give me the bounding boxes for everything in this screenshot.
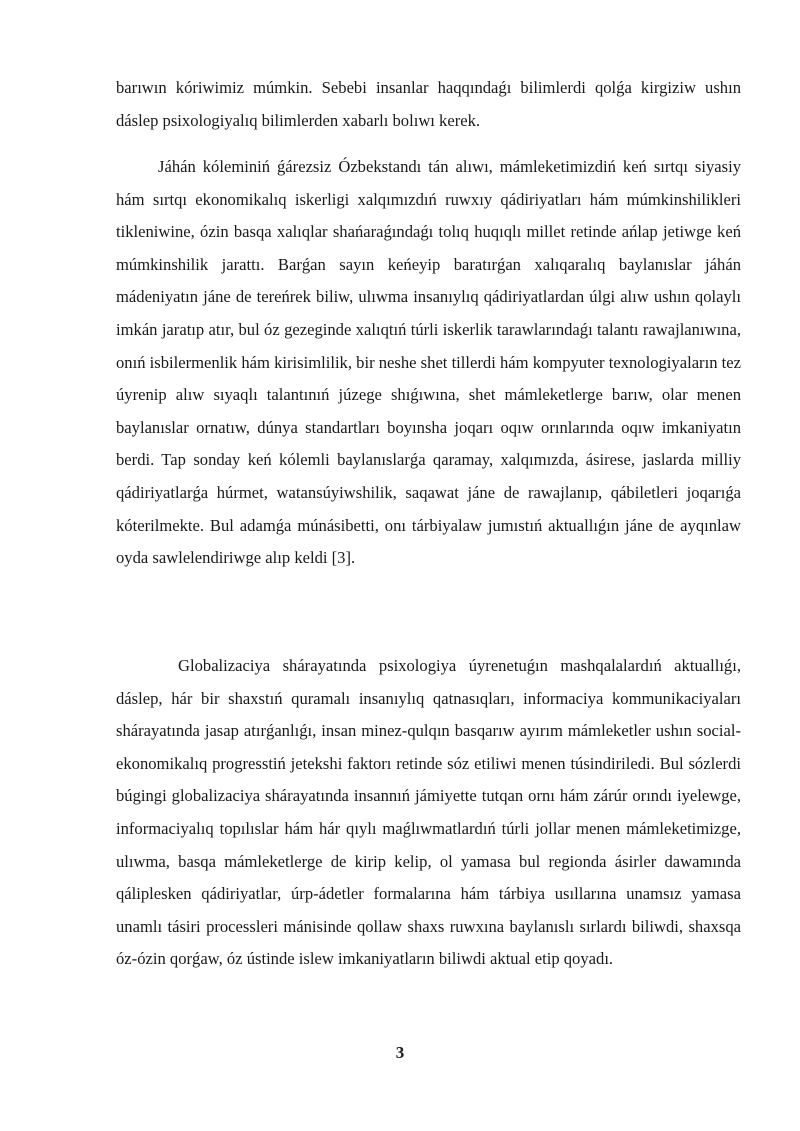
page-number: 3 [395, 1043, 405, 1062]
body-text [116, 151, 741, 575]
body-text [116, 650, 741, 976]
paragraph-continuation: barıwın kóriwimiz múmkin. Sebebi insanlar haqqındaǵı bilimlerdi qolǵa kirgiziw ushın dáslep psixologiyalıq bilimlerden xabarlı bolıwı kerek. [116, 78, 741, 130]
body-text [116, 72, 741, 137]
paragraph-globalization: Globalizaciya shárayatında psixologiya úyrenetuǵın mashqalalardıń aktuallıǵı, dáslep, hár bir shaxstıń quramalı insanıylıq qatnasıqları, informaciya kommunikaciyaları shárayatında jasap atırǵanlıǵı, insan minez-qulqın basqarıw ayırım mámleketler ushın social-ekonomikalıq progresstiń jetekshi faktorı retinde sóz etiliwi menen túsindiriledi. Bul sózlerdi búgingi globalizaciya shárayatında insannıń jámiyette tutqan ornı hám zárúr orındı iyelewge, informaciyalıq topılıslar hám hár qıylı maǵlıwmatlardıń túrli jollar menen mámleketimizge, ulıwma, basqa mámleketlerge de kirip kelip, ol yamasa bul regionda ásirler dawamında qáliplesken qádiriyatlar, úrp-ádetler formalarına hám tárbiya usıllarına unamsız yamasa unamlı tásiri processleri mánisinde qollaw shaxs ruwxına baylanıslı sırlardı biliwdi, shaxsqa óz-ózin qorǵaw, óz ústinde islew imkaniyatların biliwdi aktual etip qoyadı. [116, 656, 741, 969]
paragraph-independence: Jáhán kóleminiń ǵárezsiz Ózbekstandı tán alıwı, mámleketimizdiń keń sırtqı siyasiy hám sırtqı ekonomikalıq iskerligi xalqımızdıń ruwxıy qádiriyatları hám múmkinshilikleri tikleniwine, ózin basqa xalıqlar shańaraǵındaǵı tolıq huqıqlı millet retinde ańlap jetiwge keń múmkinshilik jarattı. Barǵan sayın keńeyip baratırǵan xalıqaralıq baylanıslar jáhán mádeniyatın jáne de tereńrek biliw, ulıwma insanıylıq qádiriyatlardan úlgi alıw ushın qolaylı imkán jaratıp atır, bul óz gezeginde xalıqtıń túrli iskerlik tarawlarındaǵı talantı rawajlanıwına, onıń isbilermenlik hám kirisimlilik, bir neshe shet tillerdi hám kompyuter texnologiyaların tez úyrenip alıw sıyaqlı talantınıń júzege shıǵıwına, shet mámleketlerge barıw, olar menen baylanıslar ornatıw, dúnya standartları boyınsha joqarı oqıw orınlarında oqıw imkaniyatın berdi. Tap sonday keń kólemli baylanıslarǵa qaramay, xalqımızda, ásirese, jaslarda milliy qádiriyatlarǵa húrmet, watansúyiwshilik, saqawat jáne de rawajlanıp, qábiletleri joqarıǵa kóterilmekte. Bul adamǵa múnásibetti, onı tárbiyalaw jumıstıń aktuallıǵın jáne de ayqınlaw oyda sawlelendiriwge alıp keldi [3]. [116, 157, 741, 568]
